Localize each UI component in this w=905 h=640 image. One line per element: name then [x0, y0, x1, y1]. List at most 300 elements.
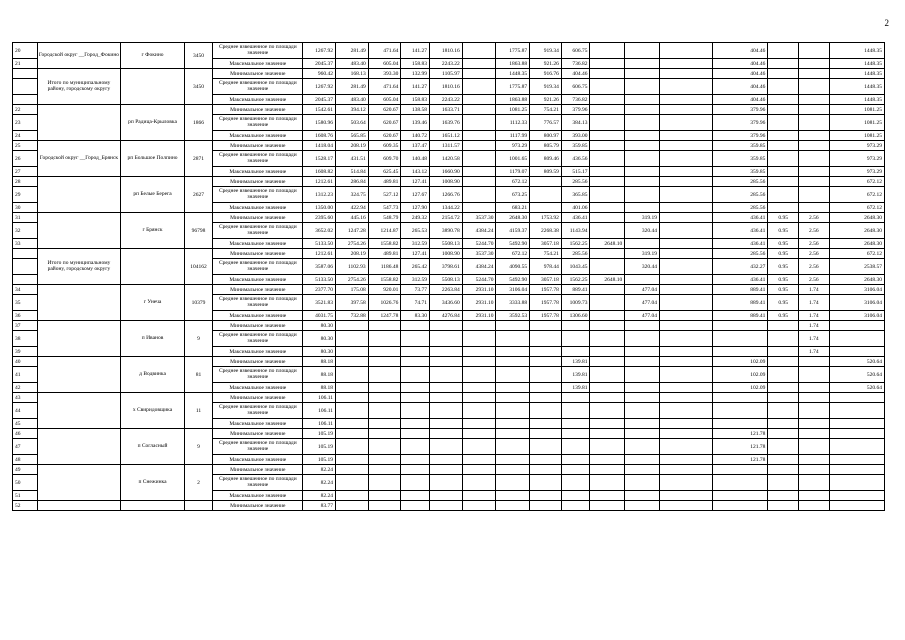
- value-cell: 83.30: [401, 311, 430, 321]
- value-cell: [561, 393, 590, 403]
- value-cell: 3537.30: [462, 213, 496, 223]
- value-cell: [462, 187, 496, 203]
- value-cell: [590, 403, 625, 419]
- value-cell: 3537.30: [462, 249, 496, 259]
- value-cell: [659, 465, 712, 475]
- value-cell: [659, 213, 712, 223]
- value-cell: [768, 393, 799, 403]
- value-cell: [401, 383, 430, 393]
- value-cell: [530, 439, 562, 455]
- row-number: 36: [13, 311, 38, 321]
- value-type-label: Среднее взвешенное по площади значение: [213, 151, 303, 167]
- value-cell: [335, 357, 368, 367]
- value-cell: [590, 475, 625, 491]
- value-cell: 3106.04: [829, 295, 884, 311]
- value-cell: [625, 393, 660, 403]
- value-cell: 127.41: [401, 177, 430, 187]
- value-cell: [462, 357, 496, 367]
- value-cell: [625, 151, 660, 167]
- value-cell: [590, 347, 625, 357]
- value-cell: [798, 151, 829, 167]
- value-cell: 672.12: [829, 187, 884, 203]
- value-cell: [659, 43, 712, 59]
- settlement-cell: рп Радица-Крыловка: [121, 105, 184, 141]
- value-cell: 436.41: [713, 275, 768, 285]
- value-cell: 920.01: [368, 285, 401, 295]
- table-row: [13, 465, 885, 475]
- value-cell: [561, 501, 590, 511]
- value-cell: [561, 331, 590, 347]
- population-cell: 2871: [184, 141, 213, 177]
- value-cell: 2.56: [798, 239, 829, 249]
- value-cell: [625, 439, 660, 455]
- value-cell: 404.46: [713, 43, 768, 59]
- value-cell: [590, 285, 625, 295]
- value-cell: [561, 439, 590, 455]
- value-cell: 973.29: [829, 167, 884, 177]
- value-cell: 1448.35: [829, 59, 884, 69]
- value-cell: 106.11: [303, 403, 336, 419]
- value-cell: 1117.99: [496, 131, 530, 141]
- value-cell: [496, 357, 530, 367]
- value-cell: [462, 455, 496, 465]
- value-cell: [625, 167, 660, 177]
- row-number: [13, 259, 38, 275]
- row-number: [13, 95, 38, 105]
- value-cell: [625, 383, 660, 393]
- value-cell: [798, 167, 829, 177]
- value-cell: 286.84: [335, 177, 368, 187]
- value-cell: 365.85: [561, 187, 590, 203]
- value-cell: [335, 429, 368, 439]
- value-cell: [496, 393, 530, 403]
- value-cell: 379.96: [713, 105, 768, 115]
- value-cell: [659, 239, 712, 249]
- value-cell: [368, 357, 401, 367]
- value-cell: [590, 259, 625, 275]
- value-cell: [335, 439, 368, 455]
- settlement-cell: рп Большое Полпино: [121, 141, 184, 177]
- value-cell: [496, 347, 530, 357]
- value-cell: [590, 249, 625, 259]
- value-cell: 4276.84: [430, 311, 463, 321]
- value-cell: [561, 491, 590, 501]
- settlement-cell: [121, 249, 184, 285]
- value-cell: 393.00: [561, 131, 590, 141]
- value-cell: [590, 131, 625, 141]
- value-cell: [659, 79, 712, 95]
- value-cell: [496, 419, 530, 429]
- value-cell: [768, 151, 799, 167]
- row-number: 40: [13, 357, 38, 367]
- row-number: 33: [13, 239, 38, 249]
- value-cell: 379.96: [713, 131, 768, 141]
- value-cell: [401, 367, 430, 383]
- value-cell: [335, 465, 368, 475]
- value-cell: [530, 347, 562, 357]
- value-cell: 3106.04: [496, 285, 530, 295]
- value-cell: [659, 223, 712, 239]
- value-cell: 620.67: [368, 131, 401, 141]
- value-cell: [496, 429, 530, 439]
- value-cell: 1957.78: [530, 311, 562, 321]
- value-cell: [659, 105, 712, 115]
- value-cell: 1660.90: [430, 167, 463, 177]
- value-cell: 1.74: [798, 311, 829, 321]
- value-cell: [430, 475, 463, 491]
- value-cell: [625, 501, 660, 511]
- value-cell: 2154.72: [430, 213, 463, 223]
- row-number: [13, 79, 38, 95]
- value-cell: [590, 491, 625, 501]
- value-cell: 673.25: [496, 187, 530, 203]
- value-cell: [401, 403, 430, 419]
- value-cell: [768, 475, 799, 491]
- value-cell: [496, 403, 530, 419]
- value-cell: [462, 501, 496, 511]
- value-cell: 2045.37: [303, 59, 336, 69]
- value-cell: [530, 331, 562, 347]
- value-cell: 404.46: [561, 69, 590, 79]
- value-cell: [430, 429, 463, 439]
- value-cell: [625, 203, 660, 213]
- value-cell: [561, 419, 590, 429]
- value-cell: [798, 95, 829, 105]
- value-cell: 736.82: [561, 95, 590, 105]
- value-cell: 82.24: [303, 491, 336, 501]
- value-type-label: Максимальное значение: [213, 455, 303, 465]
- value-cell: 1026.76: [368, 295, 401, 311]
- value-cell: 547.73: [368, 203, 401, 213]
- value-cell: 436.56: [561, 151, 590, 167]
- value-cell: 916.76: [530, 69, 562, 79]
- value-cell: [798, 187, 829, 203]
- value-type-label: Минимальное значение: [213, 285, 303, 295]
- value-cell: 168.13: [335, 69, 368, 79]
- value-cell: 312.59: [401, 275, 430, 285]
- value-cell: [590, 393, 625, 403]
- value-cell: [768, 491, 799, 501]
- table-row: [13, 357, 885, 367]
- value-cell: [768, 501, 799, 511]
- value-cell: [496, 383, 530, 393]
- value-cell: [625, 275, 660, 285]
- row-number: 37: [13, 321, 38, 331]
- value-cell: 139.81: [561, 367, 590, 383]
- value-cell: [430, 501, 463, 511]
- value-cell: [590, 367, 625, 383]
- row-number: 24: [13, 131, 38, 141]
- value-cell: 1008.90: [430, 249, 463, 259]
- value-cell: [462, 331, 496, 347]
- value-cell: 2377.70: [303, 285, 336, 295]
- value-cell: 889.41: [713, 295, 768, 311]
- value-cell: [659, 203, 712, 213]
- value-cell: [530, 203, 562, 213]
- value-cell: [430, 491, 463, 501]
- value-cell: 285.56: [713, 203, 768, 213]
- value-cell: 3798.61: [430, 259, 463, 275]
- value-cell: [659, 259, 712, 275]
- value-cell: [368, 439, 401, 455]
- value-cell: 754.21: [530, 249, 562, 259]
- row-number: 32: [13, 223, 38, 239]
- value-cell: 1957.78: [530, 285, 562, 295]
- value-type-label: Среднее взвешенное по площади значение: [213, 367, 303, 383]
- value-cell: 0.95: [768, 285, 799, 295]
- value-cell: 127.67: [401, 187, 430, 203]
- value-cell: 1.74: [798, 285, 829, 295]
- value-cell: 5244.70: [462, 239, 496, 249]
- value-cell: 281.49: [335, 43, 368, 59]
- value-cell: [713, 501, 768, 511]
- value-cell: [713, 347, 768, 357]
- value-type-label: Минимальное значение: [213, 213, 303, 223]
- value-type-label: Минимальное значение: [213, 357, 303, 367]
- value-cell: 1.74: [798, 321, 829, 331]
- settlement-cell: рп Белые Берега: [121, 177, 184, 213]
- value-cell: 0.95: [768, 311, 799, 321]
- value-cell: 672.12: [496, 249, 530, 259]
- value-cell: 139.81: [561, 383, 590, 393]
- value-cell: 2931.10: [462, 311, 496, 321]
- value-cell: [659, 249, 712, 259]
- value-cell: 1081.25: [829, 115, 884, 131]
- value-cell: 805.79: [530, 141, 562, 151]
- value-cell: [530, 465, 562, 475]
- value-cell: 0.95: [768, 239, 799, 249]
- value-cell: 515.17: [561, 167, 590, 177]
- value-cell: 1105.97: [430, 69, 463, 79]
- value-cell: 141.27: [401, 79, 430, 95]
- value-cell: 2648.30: [829, 223, 884, 239]
- value-cell: 88.18: [303, 357, 336, 367]
- value-cell: 1753.92: [530, 213, 562, 223]
- value-cell: 1542.61: [303, 105, 336, 115]
- value-cell: 609.70: [368, 151, 401, 167]
- table-row: [13, 141, 885, 151]
- value-type-label: Максимальное значение: [213, 419, 303, 429]
- value-cell: 1267.92: [303, 79, 336, 95]
- value-cell: 436.41: [713, 213, 768, 223]
- value-type-label: Минимальное значение: [213, 105, 303, 115]
- value-type-label: Среднее взвешенное по площади значение: [213, 115, 303, 131]
- row-number: 49: [13, 465, 38, 475]
- value-cell: [625, 403, 660, 419]
- value-cell: [462, 95, 496, 105]
- value-cell: 1306.60: [561, 311, 590, 321]
- value-cell: [401, 357, 430, 367]
- value-cell: 143.12: [401, 167, 430, 177]
- value-cell: [768, 347, 799, 357]
- value-cell: [625, 347, 660, 357]
- value-cell: 0.95: [768, 213, 799, 223]
- value-cell: [462, 141, 496, 151]
- value-cell: 1608.82: [303, 167, 336, 177]
- settlement-cell: [121, 69, 184, 105]
- value-cell: [335, 419, 368, 429]
- row-number: 31: [13, 213, 38, 223]
- value-cell: 105.19: [303, 455, 336, 465]
- value-cell: 1212.61: [303, 177, 336, 187]
- value-cell: 80.30: [303, 321, 336, 331]
- value-cell: [496, 501, 530, 511]
- value-cell: 3652.02: [303, 223, 336, 239]
- row-number: 20: [13, 43, 38, 59]
- value-cell: [335, 491, 368, 501]
- value-cell: [768, 455, 799, 465]
- value-cell: [798, 429, 829, 439]
- value-cell: [530, 187, 562, 203]
- value-cell: [798, 177, 829, 187]
- value-cell: [768, 95, 799, 105]
- value-cell: [590, 383, 625, 393]
- value-cell: 1179.07: [496, 167, 530, 177]
- value-cell: [462, 105, 496, 115]
- value-cell: [368, 465, 401, 475]
- value-cell: [659, 475, 712, 491]
- row-number: 43: [13, 393, 38, 403]
- row-number: 50: [13, 475, 38, 491]
- value-cell: 106.11: [303, 419, 336, 429]
- value-cell: 384.13: [561, 115, 590, 131]
- value-cell: 1.74: [798, 331, 829, 347]
- value-cell: [768, 43, 799, 59]
- value-cell: 320.44: [625, 223, 660, 239]
- value-cell: 565.85: [335, 131, 368, 141]
- value-cell: [713, 321, 768, 331]
- value-cell: [713, 403, 768, 419]
- value-cell: 3106.04: [829, 285, 884, 295]
- value-cell: [625, 95, 660, 105]
- population-cell: [184, 501, 213, 511]
- value-cell: [462, 403, 496, 419]
- value-cell: 736.82: [561, 59, 590, 69]
- value-cell: [335, 475, 368, 491]
- value-cell: [829, 501, 884, 511]
- value-cell: [530, 455, 562, 465]
- value-cell: [713, 331, 768, 347]
- value-cell: 527.12: [368, 187, 401, 203]
- value-cell: 3057.18: [530, 275, 562, 285]
- value-cell: 88.18: [303, 383, 336, 393]
- value-cell: [401, 347, 430, 357]
- value-cell: [829, 455, 884, 465]
- value-cell: [462, 491, 496, 501]
- value-cell: [713, 491, 768, 501]
- value-cell: 0.95: [768, 259, 799, 275]
- value-cell: [368, 491, 401, 501]
- value-cell: [659, 275, 712, 285]
- value-cell: [768, 367, 799, 383]
- value-cell: [430, 383, 463, 393]
- value-cell: 2.56: [798, 259, 829, 275]
- value-cell: 1775.87: [496, 43, 530, 59]
- settlement-cell: п Снежинка: [121, 465, 184, 501]
- value-cell: 404.46: [713, 95, 768, 105]
- value-cell: 1186.48: [368, 259, 401, 275]
- value-cell: [625, 357, 660, 367]
- value-cell: 2754.26: [335, 239, 368, 249]
- district-cell: Итого по муниципальному району, городскому округу: [37, 69, 121, 105]
- value-cell: 1214.87: [368, 223, 401, 239]
- value-cell: 285.56: [713, 187, 768, 203]
- value-cell: [590, 115, 625, 131]
- value-cell: 3890.78: [430, 223, 463, 239]
- value-cell: [659, 177, 712, 187]
- value-cell: [798, 465, 829, 475]
- value-cell: [368, 347, 401, 357]
- row-number: 39: [13, 347, 38, 357]
- value-cell: [659, 429, 712, 439]
- value-cell: [401, 419, 430, 429]
- value-cell: [590, 223, 625, 239]
- value-cell: [590, 177, 625, 187]
- value-cell: [530, 491, 562, 501]
- settlement-cell: д Водвинка: [121, 357, 184, 393]
- value-cell: 1418.04: [303, 141, 336, 151]
- value-cell: 1580.96: [303, 115, 336, 131]
- value-cell: [590, 295, 625, 311]
- value-cell: 394.12: [335, 105, 368, 115]
- value-type-label: Среднее взвешенное по площади значение: [213, 295, 303, 311]
- value-type-label: Максимальное значение: [213, 239, 303, 249]
- value-cell: 520.64: [829, 383, 884, 393]
- value-cell: 2648.30: [829, 239, 884, 249]
- value-cell: 889.41: [713, 285, 768, 295]
- value-cell: 973.29: [829, 151, 884, 167]
- value-cell: 5508.13: [430, 239, 463, 249]
- value-cell: [768, 419, 799, 429]
- value-cell: [659, 347, 712, 357]
- value-cell: 1.74: [798, 295, 829, 311]
- value-cell: [430, 347, 463, 357]
- value-cell: 1448.35: [496, 69, 530, 79]
- value-cell: [768, 131, 799, 141]
- value-cell: 265.53: [401, 223, 430, 239]
- settlement-cell: г Фокино: [121, 43, 184, 69]
- district-cell: [37, 501, 121, 511]
- value-cell: 106.11: [303, 393, 336, 403]
- value-cell: 82.24: [303, 475, 336, 491]
- value-cell: 319.19: [625, 213, 660, 223]
- value-cell: 436.41: [713, 239, 768, 249]
- value-cell: 102.09: [713, 357, 768, 367]
- population-cell: 96798: [184, 213, 213, 249]
- value-cell: 281.49: [335, 79, 368, 95]
- value-cell: [496, 491, 530, 501]
- value-cell: 477.04: [625, 311, 660, 321]
- row-number: 34: [13, 285, 38, 295]
- value-type-label: Минимальное значение: [213, 465, 303, 475]
- value-cell: 5133.50: [303, 275, 336, 285]
- value-type-label: Максимальное значение: [213, 311, 303, 321]
- value-cell: 285.56: [561, 249, 590, 259]
- value-cell: [659, 455, 712, 465]
- table-row: [13, 213, 885, 223]
- value-cell: [590, 429, 625, 439]
- value-type-label: Минимальное значение: [213, 393, 303, 403]
- value-cell: 1633.71: [430, 105, 463, 115]
- value-cell: 1558.82: [368, 239, 401, 249]
- value-type-label: Среднее взвешенное по площади значение: [213, 331, 303, 347]
- value-cell: 74.71: [401, 295, 430, 311]
- value-cell: [798, 59, 829, 69]
- value-type-label: Максимальное значение: [213, 203, 303, 213]
- value-cell: [798, 501, 829, 511]
- value-cell: [368, 383, 401, 393]
- value-cell: 285.56: [561, 177, 590, 187]
